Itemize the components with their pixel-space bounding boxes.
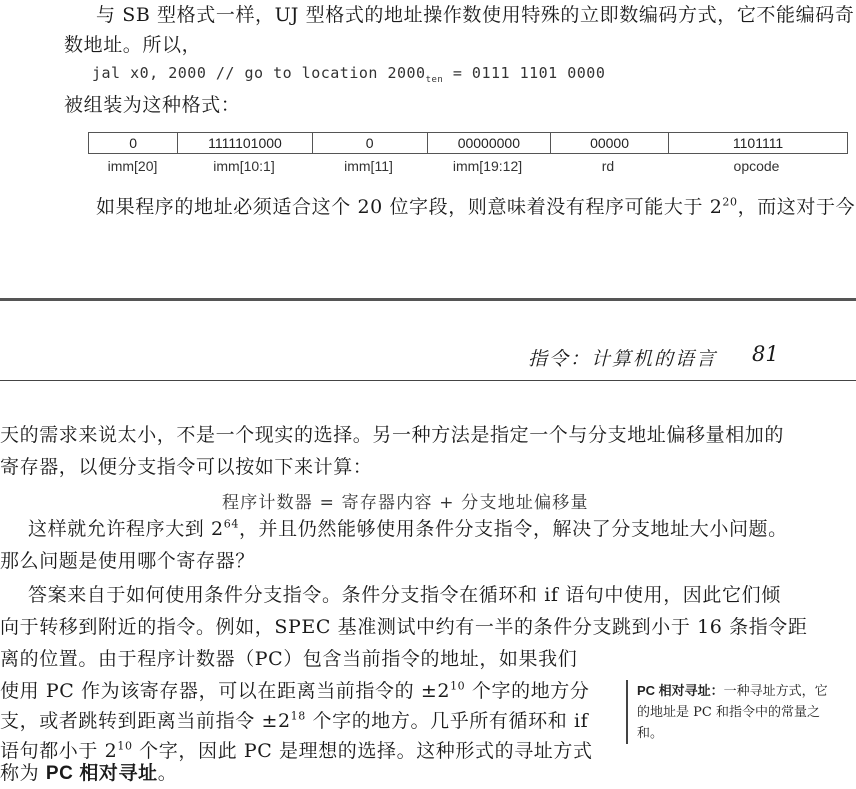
text-line <box>0 676 590 706</box>
text-span: 称为 <box>0 762 46 784</box>
margin-note-text: 一种寻址方式，它的地址是 PC 和指令中的常量之和。 <box>637 684 828 741</box>
text-span: 个字，因此 PC 是理想的选择。这种形式的寻址方式 <box>132 740 593 762</box>
text-span: 语句都小于 2 <box>0 740 118 762</box>
superscript: 10 <box>117 739 133 753</box>
code-value: = 0111 1101 0000 <box>443 64 606 82</box>
header-rule <box>0 380 856 381</box>
field-label: imm[19:12] <box>452 158 523 174</box>
code-subscript: ten <box>425 75 444 85</box>
text-span: 个字的地方。几乎所有循环和 if <box>305 710 589 732</box>
formula: 程序计数器 = 寄存器内容 + 分支地址偏移量 <box>222 493 589 513</box>
field-cell: 00000 <box>551 133 669 153</box>
page-number: 81 <box>752 342 779 366</box>
text-span: 这样就允许程序大到 2 <box>28 518 224 540</box>
key-term: PC 相对寻址 <box>45 763 158 784</box>
text-span: ，而这对于今 <box>737 196 856 218</box>
instruction-format-table <box>88 132 848 154</box>
field-cell: 0 <box>313 133 428 153</box>
text-line <box>0 706 588 736</box>
text-span: 支，或者跳转到距离当前指令 ±2 <box>0 710 291 732</box>
text-line <box>96 192 855 222</box>
text-line <box>0 758 177 789</box>
text-line: 与 SB 型格式一样，UJ 型格式的地址操作数使用特殊的立即数编码方式，它不能编码奇 <box>96 4 855 26</box>
text-span: 个字的地方分 <box>465 680 590 702</box>
field-label: opcode <box>733 158 780 174</box>
text-line: 向于转移到附近的指令。例如，SPEC 基准测试中约有一半的条件分支跳到小于 16 条指令距 <box>0 616 808 638</box>
superscript: 18 <box>290 709 306 723</box>
text-line: 答案来自于如何使用条件分支指令。条件分支指令在循环和 if 语句中使用，因此它们倾 <box>28 584 781 606</box>
text-line: 那么问题是使用哪个寄存器？ <box>0 550 255 572</box>
text-span: 使用 PC 作为该寄存器，可以在距离当前指令的 ±2 <box>0 680 451 702</box>
text-line: 数地址。所以， <box>64 34 202 56</box>
text-span: 。 <box>157 762 178 784</box>
instruction-format-labels <box>88 158 848 174</box>
code-text: jal x0, 2000 // go to location 2000 <box>92 64 426 82</box>
field-cell: 1111101000 <box>178 133 312 153</box>
text-span: ，并且仍然能够使用条件分支指令，解决了分支地址大小问题。 <box>238 518 788 540</box>
field-label: imm[10:1] <box>213 158 275 174</box>
text-line <box>28 514 788 544</box>
field-label: rd <box>601 158 615 174</box>
running-header: 指令：计算机的语言 <box>528 348 718 370</box>
page-divider <box>0 298 856 301</box>
text-line: 离的位置。由于程序计数器（PC）包含当前指令的地址，如果我们 <box>0 648 578 670</box>
field-label: imm[11] <box>344 158 393 174</box>
code-line <box>92 64 606 85</box>
text-line: 寄存器，以便分支指令可以按如下来计算： <box>0 456 373 478</box>
text-line: 天的需求来说太小，不是一个现实的选择。另一种方法是指定一个与分支地址偏移量相加的 <box>0 424 785 446</box>
text-span: 如果程序的地址必须适合这个 20 位字段，则意味着没有程序可能大于 2 <box>96 196 723 218</box>
field-label: imm[20] <box>107 158 158 174</box>
superscript: 10 <box>450 679 466 693</box>
field-cell: 0 <box>89 133 178 153</box>
superscript: 20 <box>722 195 738 209</box>
field-cell: 1101111 <box>732 135 784 151</box>
margin-note-term: PC 相对寻址： <box>637 683 724 698</box>
field-cell: 00000000 <box>428 133 551 153</box>
superscript: 64 <box>223 517 239 531</box>
margin-note <box>626 680 837 744</box>
text-line: 被组装为这种格式： <box>64 94 241 116</box>
